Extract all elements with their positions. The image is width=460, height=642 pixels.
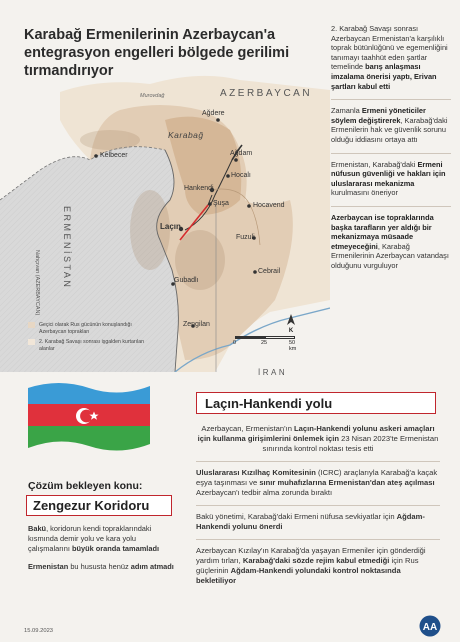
text-bold: Ağdam-Hankendi yolundaki kontrol noktasında bekletiliyor [196, 566, 401, 585]
city-agdam: Ağdam [230, 150, 253, 157]
text-bold: sınır muhafızlarına Ermenistan'dan ateş açılması [259, 478, 435, 487]
bullet-text-after: , Karabağ'daki Ermenilerin hak ve güvenlik sorunu olduğu iddiasını ortaya attı [331, 115, 448, 144]
scale-25: 25 [261, 340, 268, 346]
text: Bakü yönetimi, Karabağ'daki Ermeni nüfusa sevkiyatlar için [196, 512, 397, 521]
north-arrow [286, 314, 296, 334]
lacin-paragraph [196, 546, 440, 586]
zengezur-text [28, 524, 178, 580]
lacin-heading: Laçın-Hankendi yolu [196, 392, 436, 414]
bullet-text-after: kurulmasını öneriyor [331, 188, 398, 198]
label-karabag: Karabağ [168, 130, 204, 140]
city-susa: Şuşa [213, 200, 229, 207]
bullet-bold: Azerbaycan ise topraklarında başka tarafların yer aldığı bir mekanizmaya müsaade etmeyeceğini [331, 212, 434, 251]
zengezur-paragraph [28, 562, 178, 572]
lacin-text [196, 424, 440, 593]
scale-0: 0 [233, 340, 237, 346]
city-hocavend: Hocavend [253, 202, 285, 209]
bullet-bold: barış anlaşması imzalama önerisi yaptı, Erivan şartları kabul etti [331, 62, 437, 91]
divider [196, 505, 440, 506]
label-nakhchivan: Nahçıvan (AZERBAYCAN) [34, 250, 40, 316]
text: (ICRC) araçlarıyla Karabağ'a kaçak eşya taşınması ve [196, 468, 438, 487]
text: , koridorun kendi topraklarındaki kısmında demir yolu ve kara yolu çalışmalarını [28, 524, 152, 553]
text-bold: Ağdam-Hankendi yolunu önerdi [196, 512, 425, 531]
text-bold: büyük oranda tamamladı [71, 544, 160, 553]
bullet-column [331, 24, 451, 278]
text: için Rus güçlerinin [196, 556, 419, 575]
scale-bar [233, 336, 297, 352]
city-kelbecer: Kelbecer [100, 152, 128, 159]
bullet-bold: Ermeni yöneticiler söylem değiştirerek [331, 106, 426, 125]
legend-item [28, 322, 149, 335]
cozum-label: Çözüm bekleyen konu: [28, 480, 143, 492]
bullet-text: Zamanla [331, 106, 362, 116]
text: bu hususta henüz [68, 562, 131, 571]
divider [331, 153, 451, 154]
bullet-item [331, 160, 451, 198]
bullet-item [331, 106, 451, 144]
north-label: K [288, 328, 294, 334]
text-bold: Uluslararası Kızılhaç Komitesinin [196, 468, 316, 477]
lacin-paragraph [196, 424, 440, 454]
map-legend [28, 322, 149, 356]
river-murovdag: Murovdağ [140, 93, 165, 99]
scale-50: 50 km [289, 340, 297, 352]
legend-swatch [28, 322, 35, 328]
divider [331, 206, 451, 207]
zengezur-heading: Zengezur Koridoru [26, 495, 172, 516]
text: Azerbaycan, Ermenistan'ın [201, 424, 295, 433]
bullet-item [331, 213, 451, 271]
bullet-text-after: , Karabağ Ermenilerinin Azerbaycan vatandaşı olduğunu vurguluyor [331, 241, 449, 270]
label-azerbaycan: AZERBAYCAN [220, 88, 313, 99]
city-hankendi: Hankendi [184, 185, 214, 192]
text: Azerbaycan Kızılay'ın Karabağ'da yaşayan Ermeniler için gönderdiği yardım tırları, [196, 546, 426, 565]
bullet-item [331, 24, 451, 91]
divider [196, 461, 440, 462]
zengezur-paragraph [28, 524, 178, 554]
city-gubadli: Gubadlı [174, 277, 199, 284]
city-cebrail: Cebrail [258, 268, 281, 275]
label-ermenistan: ERMENİSTAN [62, 206, 72, 290]
bullet-bold: Ermeni nüfusun güvenliği ve hakları için uluslararası mekanizma [331, 159, 446, 188]
legend-item [28, 339, 149, 352]
text-bold: Karabağ'daki sözde rejim kabul etmediği [242, 556, 390, 565]
city-lacin: Laçın [160, 222, 181, 231]
page-title: Karabağ Ermenilerinin Azerbaycan'a entegrasyon engelleri bölgede gerilimi tırmandırıyor [24, 27, 290, 79]
date-label: 15.09.2023 [24, 628, 54, 634]
legend-label: Geçici olarak Rus gücünün konuşlandığı Azerbaycan toprakları [39, 322, 132, 335]
text-bold: adım atmadı [130, 562, 174, 571]
text: Azerbaycan'ı tedbir alma zorunda bıraktı [196, 488, 333, 497]
aa-logo-icon [418, 615, 442, 637]
text-bold: Bakü [28, 524, 47, 533]
azerbaijan-flag [24, 378, 154, 456]
legend-label: 2. Karabağ Savaşı sonrası işgalden kurtarılan alanlar [39, 339, 144, 352]
svg-text:AA: AA [422, 622, 438, 633]
text-bold: Ermenistan [28, 562, 69, 571]
divider [196, 539, 440, 540]
lacin-paragraph [196, 468, 440, 498]
legend-swatch [28, 339, 35, 345]
divider [331, 99, 451, 100]
bullet-text: 2. Karabağ Savaşı sonrası Azerbaycan Ermenistan'a karşılıklı toprak bütünlüğünü ve egemenliğini tanımayı taahhüt eden şartlar temelinde [331, 24, 448, 72]
bullet-text: Ermenistan, Karabağ'daki [331, 159, 418, 169]
text-bold: Laçın-Hankendi yolunu askeri amaçları için kullanma girişimlerini önlemek için [197, 424, 435, 443]
label-iran: İRAN [258, 368, 288, 377]
text: 23 Nisan 2023'te Ermenistan sınırında kontrol noktası tesis etti [262, 434, 439, 453]
city-hocali: Hocalı [231, 172, 251, 179]
city-fuzuli: Fuzuli [236, 234, 255, 241]
lacin-paragraph [196, 512, 440, 532]
city-zengilan: Zengilan [183, 321, 210, 328]
city-agdere: Ağdere [202, 110, 225, 117]
